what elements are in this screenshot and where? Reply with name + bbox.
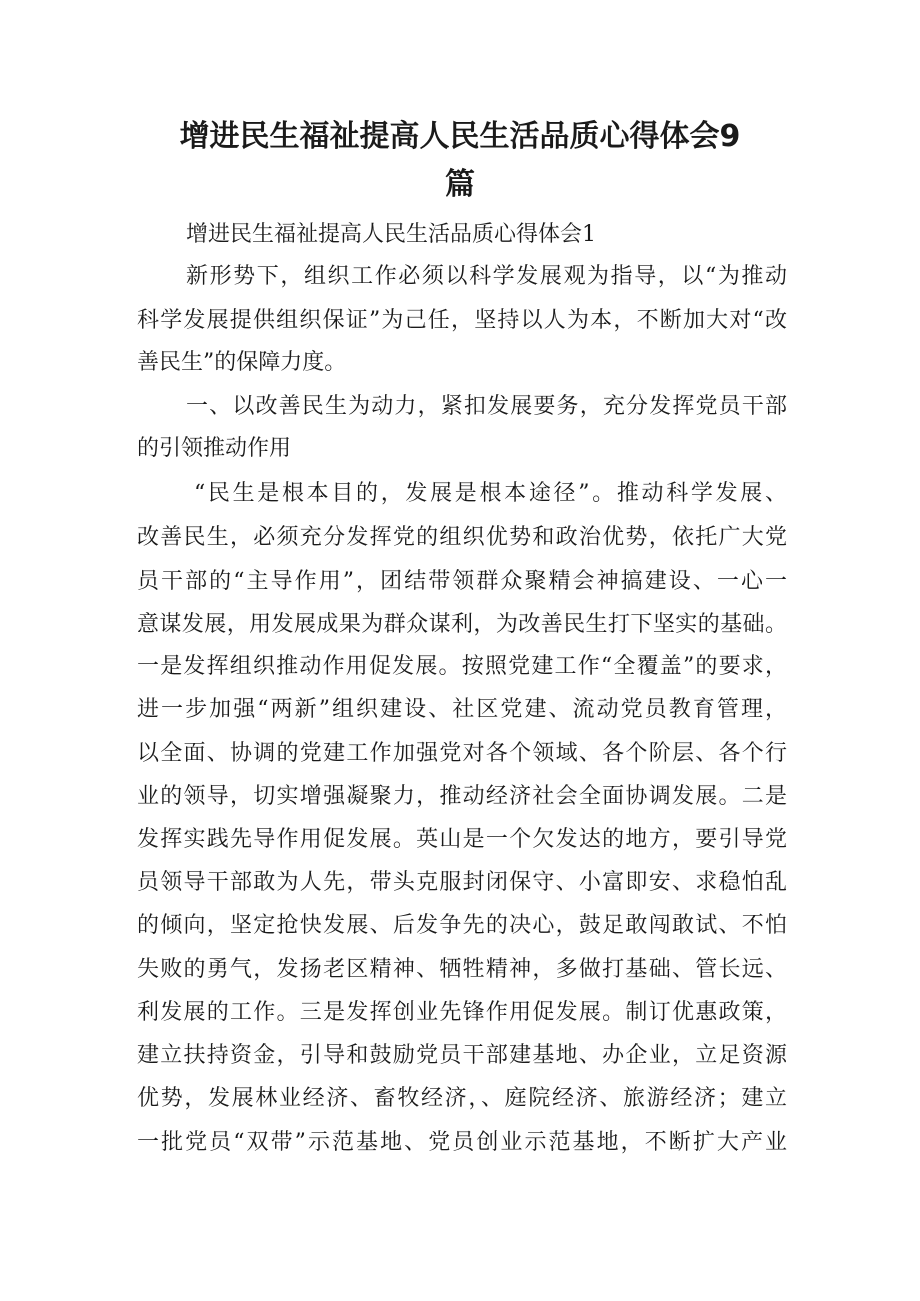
paragraph-line: 科学发展提供组织保证”为己任，坚持以人为本，不断加大对“改 bbox=[137, 308, 787, 333]
paragraph-line: 优势，发展林业经济、畜牧经济，、庭院经济、旅游经济；建立 bbox=[137, 1086, 787, 1111]
paragraph-line: 善民生”的保障力度。 bbox=[137, 350, 347, 375]
paragraph-line: 进一步加强“两新”组织建设、社区党建、流动党员教育管理， bbox=[137, 697, 787, 722]
paragraph-line: 建立扶持资金，引导和鼓励党员干部建基地、办企业，立足资源 bbox=[137, 1043, 787, 1068]
paragraph-line: 以全面、协调的党建工作加强党对各个领域、各个阶层、各个行 bbox=[137, 741, 787, 766]
paragraph-line: 意谋发展，用发展成果为群众谋利，为改善民生打下坚实的基础。 bbox=[137, 612, 787, 637]
paragraph-line: 业的领导，切实增强凝聚力，推动经济社会全面协调发展。二是 bbox=[137, 784, 787, 809]
paragraph-line: 新形势下，组织工作必须以科学发展观为指导，以“为推动 bbox=[186, 264, 787, 289]
paragraph-line: 一批党员“双带”示范基地、党员创业示范基地，不断扩大产业 bbox=[137, 1130, 787, 1155]
paragraph-line: 的引领推动作用 bbox=[137, 436, 292, 461]
paragraph-line: 一、以改善民生为动力，紧扣发展要务，充分发挥党员干部 bbox=[186, 394, 787, 419]
paragraph-line: 失败的勇气，发扬老区精神、牺牲精神，多做打基础、管长远、 bbox=[137, 957, 787, 982]
document-title-line1: 增进民生福祉提高人民生活品质心得体会9 bbox=[179, 119, 741, 154]
paragraph-line: 利发展的工作。三是发挥创业先锋作用促发展。制订优惠政策， bbox=[137, 1000, 787, 1025]
section-heading: 增进民生福祉提高人民生活品质心得体会1 bbox=[186, 222, 596, 247]
paragraph-line: 员领导干部敢为人先，带头克服封闭保守、小富即安、求稳怕乱 bbox=[137, 870, 787, 895]
document-title-line2: 篇 bbox=[445, 167, 475, 202]
paragraph-line: 发挥实践先导作用促发展。英山是一个欠发达的地方，要引导党 bbox=[137, 827, 787, 852]
paragraph-line: “民生是根本目的，发展是根本途径”。推动科学发展、 bbox=[194, 481, 787, 506]
paragraph-line: 的倾向，坚定抢快发展、后发争先的决心，鼓足敢闯敢试、不怕 bbox=[137, 913, 787, 938]
paragraph-line: 员干部的“主导作用”，团结带领群众聚精会神搞建设、一心一 bbox=[137, 569, 787, 594]
paragraph-line: 改善民生，必须充分发挥党的组织优势和政治优势，依托广大党 bbox=[137, 525, 787, 550]
paragraph-line: 一是发挥组织推动作用促发展。按照党建工作“全覆盖”的要求， bbox=[137, 654, 787, 679]
